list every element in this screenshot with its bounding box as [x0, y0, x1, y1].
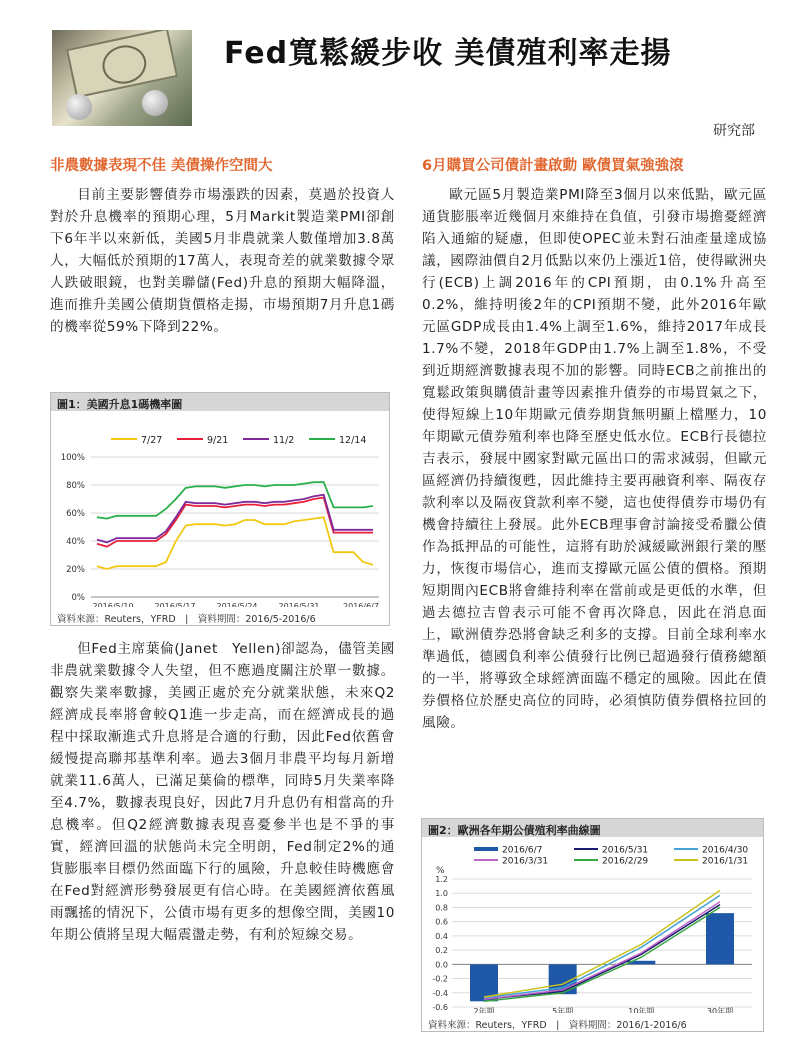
legend-label: 2016/6/7 [502, 845, 543, 856]
x-tick-label: 2016/6/7 [343, 602, 379, 607]
legend-label: 9/21 [207, 435, 229, 446]
chart-1 [51, 411, 389, 607]
series-line-2016/4/30 [484, 895, 720, 997]
y-tick-label: -0.6 [432, 1003, 448, 1012]
x-tick-label: 2016/5/24 [216, 602, 258, 607]
y-tick-label: 0.4 [435, 931, 448, 941]
y-tick-label: 1.0 [435, 889, 448, 899]
page-title: Fed寬鬆緩步收 美債殖利率走揚 [224, 36, 672, 71]
x-tick-label: 2年期 [473, 1007, 495, 1013]
y-tick-label: 0% [71, 593, 85, 603]
y-tick-label: 80% [66, 481, 85, 491]
legend-label: 2016/4/30 [702, 845, 749, 856]
y-tick-label: -0.2 [432, 974, 448, 984]
figure-2-source: 資料來源：Reuters，YFRD | 資料期間：2016/1-2016/6 [428, 1020, 687, 1031]
y-tick-label: 40% [66, 537, 85, 547]
figure-1-title: 圖1：美國升息1碼機率圖 [51, 393, 389, 411]
y-tick-label: -0.4 [432, 988, 448, 998]
y-tick-label: 20% [66, 565, 85, 575]
left-paragraph-2: 但Fed主席葉倫(Janet Yellen)卻認為，儘管美國非農就業數據令人失望，但不應過度關注於單一數據。觀察失業率數據，美國正處於充分就業狀態，未來Q2經濟成長率將會較Q1進一步走高，而在經濟成長的過程中採取漸進式升息將是合適的行動，因此Fed依舊會緩慢提高聯邦基準利率。過去3個月非農平均每月新增就業11.6萬人，已滿足葉倫的標準，同時5月失業率降至4.7%，數據表現良好，因此7月升息仍有相當高的升息機率。但Q2經濟數據表現喜憂參半也是不爭的事實，經濟回溫的狀態尚未完全明朗，Fed制定2%的通貨膨脹率目標仍然面臨下行的風險，升息較佳時機應會在Fed對經濟形勢發展更有信心時。在美國經濟依舊風雨飄搖的情況下，公債市場有更多的想像空間，美國10年期公債將呈現大幅震盪走勢，有利於短線交易。 [50, 641, 395, 943]
x-tick-label: 30年期 [706, 1007, 734, 1013]
x-tick-label: 5年期 [552, 1007, 574, 1013]
banknote-graphic [66, 30, 178, 98]
right-section-heading: 6月購買公司債計畫啟動 歐債買氣強強滾 [422, 158, 684, 174]
unit-label: % [436, 866, 445, 876]
y-tick-label: 1.2 [435, 875, 448, 884]
y-tick-label: 60% [66, 509, 85, 519]
coin-graphic [142, 90, 168, 116]
figure-1-source: 資料來源：Reuters，YFRD | 資料期間：2016/5-2016/6 [57, 614, 316, 625]
legend-label: 2016/2/29 [602, 856, 649, 867]
bar-30年期 [706, 913, 734, 964]
left-section-heading: 非農數據表現不佳 美債操作空間大 [50, 158, 273, 174]
x-tick-label: 10年期 [628, 1007, 655, 1013]
chart-2 [422, 837, 763, 1013]
y-tick-label: 100% [60, 453, 85, 463]
y-tick-label: 0.8 [435, 903, 448, 913]
figure-2 [421, 818, 764, 1032]
left-paragraph-1: 目前主要影響債券市場漲跌的因素，莫過於投資人對於升息機率的預期心理，5月Markit製造業PMI卻創下6年半以來新低，美國5月非農就業人數僅增加3.8萬人，大幅低於預期的17萬人，表現奇差的就業數據令眾人跌破眼鏡，也對美聯儲(Fed)升息的預期大幅降溫，進而推升美國公債期貨價格走揚，市場預期7月升息1碼的機率從59%下降到22%。 [50, 187, 395, 335]
series-line-2016/1/31 [484, 890, 720, 997]
y-tick-label: 0.2 [435, 946, 448, 956]
coin-graphic [66, 94, 92, 120]
y-tick-label: 0.0 [435, 960, 448, 970]
x-tick-label: 2016/5/31 [278, 602, 320, 607]
header-image [52, 30, 192, 126]
x-tick-label: 2016/5/17 [154, 602, 196, 607]
right-paragraph-1: 歐元區5月製造業PMI降至3個月以來低點，歐元區通貨膨脹率近幾個月來維持在負值，引發市場擔憂經濟陷入通縮的疑慮，但即使OPEC並未對石油產量達成協議，國際油價自2月低點以來仍上漲近1倍，使得歐洲央行(ECB)上調2016年的CPI預期，由0.1%升高至0.2%，維持明後2年的CPI預期不變，此外2016年歐元區GDP成長由1.4%上調至1.6%，維持2017年成長1.7%不變，2018年GDP由1.7%上調至1.8%，不受到近期經濟數據表現不加的影響。同時ECB之前推出的寬鬆政策與購債計畫等因素推升債券的市場買氣之下，使得短線上10年期歐元債券期貨無明顯上檔壓力，10年期歐元債券殖利率也降至歷史低水位。ECB行長德拉吉表示，發展中國家對歐元區出口的需求減弱，但歐元區經濟仍持續復甦，因此維持主要再融資利率、隔夜存款利率以及隔夜貸款利率不變，這也使得債券市場仍有機會持續往上發展。此外ECB理事會討論接受希臘公債作為抵押品的可能性，這將有助於減緩歐洲銀行業的壓力，恢復市場信心，進而支撐歐元區公債的價格。預期短期間內ECB將會維持利率在當前或是更低的水準，但過去德拉吉曾表示可能不會再次降息，因此在消息面上，歐洲債券恐將會缺乏利多的支撐。目前全球利率水準過低，德國負利率公債發行比例已超過發行債務總額的一半，將導致全球經濟面臨不穩定的風險。因此在債券價格位於歷史高位的同時，必須慎防債券價格拉回的風險。 [422, 187, 767, 731]
legend-label: 2016/1/31 [702, 856, 749, 867]
left-column [50, 154, 395, 338]
x-tick-label: 2016/5/10 [92, 602, 134, 607]
legend-label: 7/27 [141, 435, 163, 446]
legend-label: 2016/3/31 [502, 856, 549, 867]
legend-label: 11/2 [273, 435, 295, 446]
figure-2-title: 圖2：歐洲各年期公債殖利率曲線圖 [422, 819, 763, 837]
department-label: 研究部 [713, 123, 755, 139]
legend-label: 12/14 [339, 435, 367, 446]
legend-label: 2016/5/31 [602, 845, 649, 856]
right-column [422, 154, 767, 734]
y-tick-label: 0.6 [435, 917, 448, 927]
figure-1 [50, 392, 390, 626]
